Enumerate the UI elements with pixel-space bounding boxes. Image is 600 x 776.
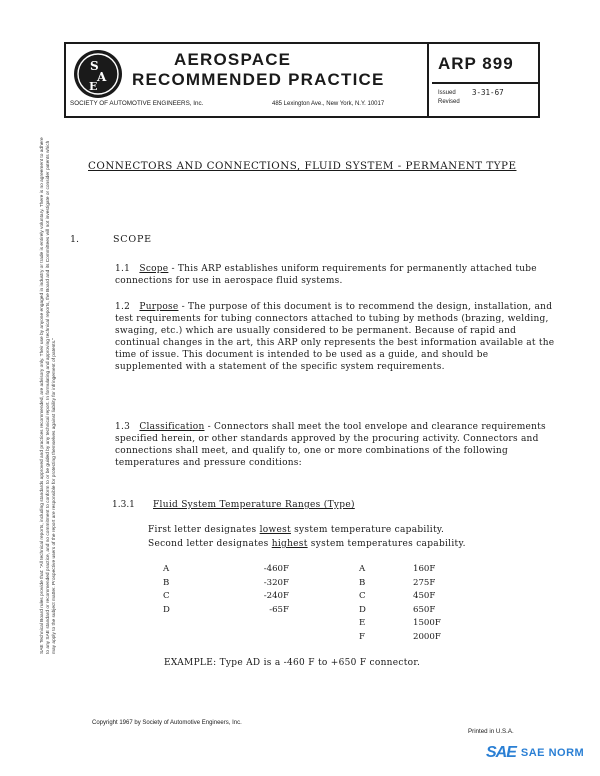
sae-logo: [72, 48, 124, 100]
watermark-text: SAE NORM: [520, 747, 585, 759]
paragraph-scope: [115, 263, 555, 287]
sae-norm-watermark: [486, 744, 584, 762]
low-letter: D: [163, 604, 170, 615]
low-value: -240F: [263, 591, 289, 601]
subsection-heading: Fluid System Temperature Ranges (Type): [153, 500, 355, 510]
high-value: 450F: [413, 591, 436, 601]
high-letter: B: [359, 577, 366, 588]
section-heading: SCOPE: [113, 234, 152, 245]
header-title-line2: RECOMMENDED PRACTICE: [132, 70, 385, 89]
document-title: CONNECTORS AND CONNECTIONS, FLUID SYSTEM - PERMANENT TYPE: [88, 160, 517, 172]
low-letter: C: [163, 591, 170, 601]
revised-label: Revised: [438, 99, 460, 105]
paragraph-heading: Scope: [139, 264, 169, 274]
svg-text:A: A: [97, 70, 107, 84]
paragraph-heading: Purpose: [139, 302, 179, 312]
section-number: 1.: [70, 234, 80, 245]
example-line: EXAMPLE: Type AD is a -460 F to +650 F connector.: [164, 658, 421, 668]
paragraph-body: - Connectors shall meet the tool envelope and clearance requirements specified herein, or other standards approved by the procuring activity. Connectors and connections shall meet, and qualify to, one or more combinations of the following temperatures and pressure conditions:: [115, 422, 546, 468]
desc-keyword: highest: [271, 539, 308, 549]
subsection-number: 1.3.1: [112, 500, 135, 510]
second-letter-description: [148, 539, 466, 549]
low-letter: A: [163, 564, 170, 574]
high-letter: C: [359, 591, 366, 601]
svg-text:E: E: [89, 80, 98, 93]
paragraph-number: 1.1: [115, 264, 131, 274]
document-number: ARP 899: [438, 54, 514, 73]
high-letter: E: [359, 618, 366, 628]
paragraph-heading: Classification: [139, 422, 205, 432]
side-disclaimer: SAE Technical Board rules provide that: "All technical reports, including standards approved and practices recommended, are advisory only. Their use by anyone engaged in industry or trade is entirely voluntary. There is no agreement to adhere to any SAE standard or recommended practice, and no commitment to conform to or be guided by any technical report. In formulating and approving technical reports, the Board and its Committees will not investigate or consider patents which may apply to the subject matter. Prospective users of the report are responsible for protecting themselves against liability for infringement of patents.": [40, 137, 57, 654]
high-letter: D: [359, 604, 366, 615]
header-box: [64, 42, 540, 118]
paragraph-purpose: [115, 301, 555, 373]
high-value: 275F: [413, 577, 436, 588]
desc-keyword: lowest: [259, 525, 291, 535]
header-divider: [427, 44, 429, 116]
high-value: 1500F: [413, 618, 441, 628]
high-value: 160F: [413, 564, 436, 574]
issued-label: Issued: [438, 90, 456, 96]
society-name: SOCIETY OF AUTOMOTIVE ENGINEERS, Inc.: [70, 100, 204, 107]
society-address: 485 Lexington Ave., New York, N.Y. 10017: [272, 101, 385, 107]
desc-prefix: Second letter designates: [148, 539, 272, 549]
header-title-line1: AEROSPACE: [174, 50, 292, 69]
svg-text:S: S: [90, 59, 99, 73]
paragraph-classification: [115, 421, 555, 469]
low-value: -65F: [269, 604, 289, 615]
paragraph-number: 1.3: [115, 422, 131, 432]
desc-suffix: system temperature capability.: [290, 525, 445, 535]
paragraph-body: - The purpose of this document is to recommend the design, installation, and test requirements for tubing connectors attached to tubing by methods (brazing, welding, swaging, etc.) which are usually considered to be permanent. Because of rapid and continual changes in the art, this ARP only represents the best information available at the time of issue. This document is intended to be used as a guide, and should be supplemented with a statement of the specific system requirements.: [115, 302, 555, 372]
high-letter: A: [359, 564, 366, 574]
desc-prefix: First letter designates: [148, 525, 260, 535]
high-value: 2000F: [413, 631, 441, 642]
low-value: -460F: [263, 564, 289, 574]
paragraph-number: 1.2: [115, 302, 131, 312]
printed-notice: Printed in U.S.A.: [468, 728, 514, 735]
document-number-rule: [432, 82, 538, 84]
copyright-notice: Copyright 1967 by Society of Automotive Engineers, Inc.: [92, 720, 242, 726]
first-letter-description: [148, 525, 444, 535]
watermark-mark: SAE: [486, 744, 516, 761]
desc-suffix: system temperatures capability.: [307, 539, 466, 549]
high-value: 650F: [413, 604, 436, 615]
paragraph-body: - This ARP establishes uniform requirements for permanently attached tube connections for use in aerospace fluid systems.: [115, 264, 537, 286]
low-value: -320F: [263, 577, 289, 588]
low-letter: B: [163, 577, 170, 588]
issued-date: 3-31-67: [472, 88, 504, 97]
high-letter: F: [359, 631, 365, 642]
